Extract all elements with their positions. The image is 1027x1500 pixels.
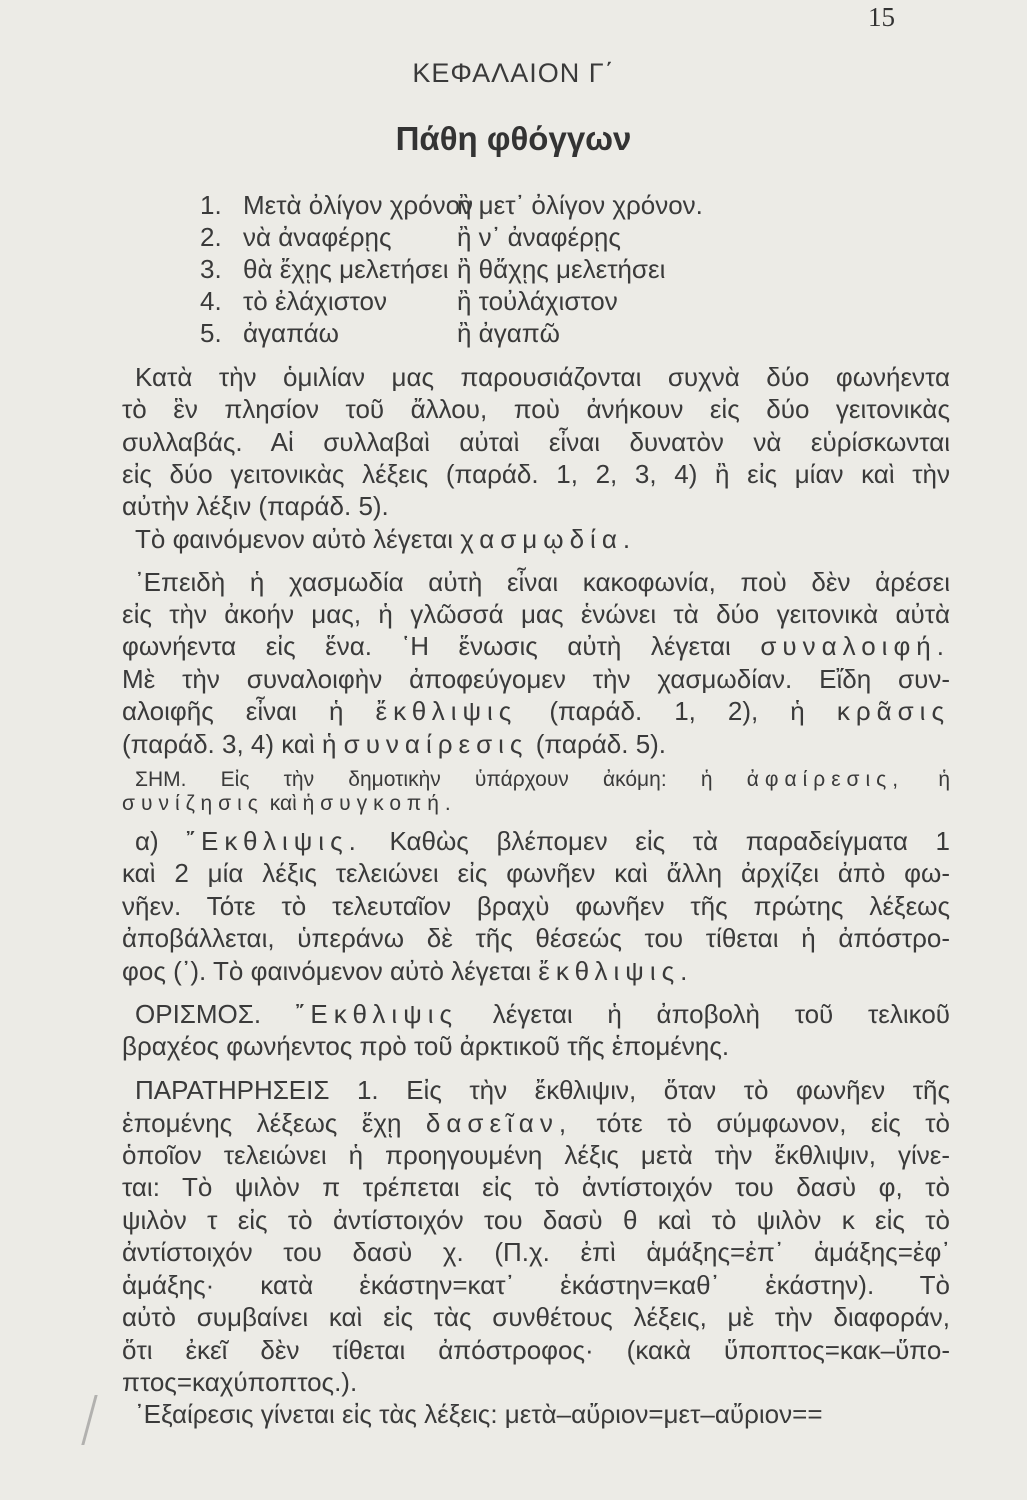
text-run: Καθὼς βλέπομεν εἰς τὰ παραδείγματα 1: [361, 826, 950, 856]
text-line: [122, 630, 950, 662]
text-line: [135, 1074, 950, 1106]
pencil-mark: [81, 1395, 127, 1445]
text-run: (παράδ. 5).: [528, 729, 667, 759]
example-number: 2.: [200, 222, 222, 252]
text-run: λέγεται ἡ ἀποβολὴ τοῦ τελικοῦ: [458, 999, 950, 1029]
text-line: [135, 825, 950, 857]
spaced-term: συναλοιφή.: [760, 631, 950, 661]
spaced-term: κρᾶσις: [836, 696, 950, 726]
text-line: [122, 458, 950, 490]
text-run: Μὲ τὴν συναλοιφὴν ἀποφεύγομεν τὴν χασμωδίαν. Εἴδη συν-: [122, 664, 950, 694]
text-run: ψιλὸν τ εἰς τὸ ἀντίστοιχόν του δασὺ θ καὶ τὸ ψιλὸν κ εἰς τὸ: [122, 1205, 950, 1235]
example-number: 5.: [200, 318, 222, 348]
text-run: φος (᾿). Τὸ φαινόμενον αὐτὸ λέγεται: [122, 956, 539, 986]
example-form: τὸ ἐλάχιστον: [243, 286, 388, 316]
text-run: αλοιφῆς εἶναι ἡ: [122, 696, 376, 726]
example-number: 4.: [200, 286, 222, 316]
text-run: ὁποῖον τελειώνει ἡ προηγουμένη λέξις μετὰ τὴν ἔκθλιψιν, γίνε-: [122, 1140, 950, 1170]
text-line: [122, 1139, 950, 1171]
text-run: ΣΗΜ. Εἰς τὴν δημοτικὴν ὑπάρχουν ἀκόμη: ἡ: [135, 768, 747, 791]
text-line: [135, 998, 950, 1030]
spaced-term: ἔκθλιψις: [375, 696, 518, 726]
text-line: [122, 393, 950, 425]
example-form: ἀγαπάω: [243, 318, 339, 348]
text-run: ἀντίστοιχόν του δασὺ χ. (Π.χ. ἐπὶ ἁμάξης=ἐπ᾿ ἁμάξης=ἐφ᾿: [122, 1237, 950, 1267]
text-run: τότε τὸ σύμφωνον, εἰς τὸ: [572, 1108, 950, 1138]
text-run: ΟΡΙΣΜΟΣ.: [135, 999, 296, 1029]
example-alternative: ἢ μετ᾿ ὀλίγον χρόνον.: [457, 190, 703, 220]
text-run: ᾿Επειδὴ ἡ χασμωδία αὐτὴ εἶναι κακοφωνία, ποὺ δὲν ἀρέσει: [135, 567, 950, 597]
text-line: [122, 857, 950, 889]
spaced-term: χασμῳδία.: [460, 524, 637, 554]
text-run: Κατὰ τὴν ὁμιλίαν μας παρουσιάζονται συχνὰ δύο φωνήεντα: [135, 362, 950, 392]
spaced-term: συναίρεσις: [343, 729, 529, 759]
example-form: θὰ ἔχῃς μελετήσει: [243, 254, 449, 284]
text-line: [122, 788, 950, 820]
text-line: [122, 695, 950, 727]
example-form: Μετὰ ὀλίγον χρόνον: [243, 190, 474, 220]
text-line: [122, 922, 950, 954]
text-run: (παράδ. 3, 4) καὶ ἡ: [122, 729, 344, 759]
text-line: [122, 1204, 950, 1236]
spaced-term: δασεῖαν,: [425, 1108, 573, 1138]
example-alternative: ἢ θἄχῃς μελετήσει: [457, 254, 666, 284]
text-run: εἰς δύο γειτονικὰς λέξεις (παράδ. 1, 2, 3, 4) ἢ εἰς μίαν καὶ τὴν: [122, 459, 950, 489]
text-run: ἡ: [904, 768, 950, 791]
text-line: [122, 890, 950, 922]
page-number: 15: [868, 2, 895, 32]
text-run: πτος=καχύποπτος.).: [122, 1367, 358, 1397]
text-line: [122, 1030, 950, 1062]
section-title: Πάθη φθόγγων: [395, 120, 632, 157]
example-alternative: ἢ ν᾿ ἀναφέρῃς: [457, 222, 621, 252]
text-line: [122, 1236, 950, 1268]
text-run: ΠΑΡΑΤΗΡΗΣΕΙΣ 1. Εἰς τὴν ἔκθλιψιν, ὅταν τὸ φωνῆεν τῆς: [135, 1075, 950, 1105]
text-run: συλλαβάς. Αἱ συλλαβαὶ αὐταὶ εἶναι δυνατὸν νὰ εὑρίσκωνται: [122, 427, 950, 457]
example-form: νὰ ἀναφέρῃς: [243, 222, 392, 252]
spaced-term: ἔκθλιψις.: [538, 956, 694, 986]
text-run: ἁμάξης· κατὰ ἑκάστην=κατ᾿ ἑκάστην=καθ᾿ ἑκάστην). Τὸ: [122, 1270, 950, 1300]
text-run: αὐτὴν λέξιν (παράδ. 5).: [122, 491, 389, 521]
text-line: [122, 728, 950, 760]
text-run: καὶ 2 μία λέξις τελειώνει εἰς φωνῆεν καὶ ἄλλη ἀρχίζει ἀπὸ φω-: [122, 858, 950, 888]
text-line: [135, 361, 950, 393]
text-line: [122, 1171, 950, 1203]
spaced-term: ῎Εκθλιψις.: [186, 826, 362, 856]
text-run: τὸ ἓν πλησίον τοῦ ἄλλου, ποὺ ἀνήκουν εἰς δύο γειτονικὰς: [122, 394, 950, 424]
text-line: [122, 1334, 950, 1366]
text-line: [122, 1366, 950, 1398]
chapter-heading: ΚΕΦΑΛΑΙΟΝ Γ΄: [412, 58, 615, 88]
text-run: νῆεν. Τότε τὸ τελευταῖον βραχὺ φωνῆεν τῆς πρώτης λέξεως: [122, 891, 950, 921]
text-line: [122, 426, 950, 458]
example-number: 1.: [200, 190, 222, 220]
example-number: 3.: [200, 254, 222, 284]
text-line: [135, 523, 950, 555]
text-line: [122, 663, 950, 695]
text-run: ἑπομένης λέξεως ἔχῃ: [122, 1108, 426, 1138]
text-line: [122, 955, 950, 987]
text-run: καὶ ἡ: [263, 792, 321, 815]
text-run: εἰς τὴν ἀκοήν μας, ἡ γλῶσσά μας ἑνώνει τὰ δύο γειτονικὰ αὐτὰ: [122, 599, 950, 629]
text-run: αὐτὸ συμβαίνει καὶ εἰς τὰς συνθέτους λέξεις, μὲ τὴν διαφοράν,: [122, 1302, 950, 1332]
spaced-term: συγκοπή.: [320, 792, 457, 815]
text-run: ὅτι ἐκεῖ δὲν τίθεται ἀπόστροφος· (κακὰ ὕποπτος=κακ–ὕπο-: [122, 1335, 950, 1365]
text-line: [122, 598, 950, 630]
text-line: [135, 1398, 950, 1430]
text-line: [135, 566, 950, 598]
text-run: Τὸ φαινόμενον αὐτὸ λέγεται: [135, 524, 461, 554]
text-line: [122, 1107, 950, 1139]
text-run: ται: Τὸ ψιλὸν π τρέπεται εἰς τὸ ἀντίστοιχόν του δασὺ φ, τὸ: [122, 1172, 950, 1202]
text-run: βραχέος φωνήεντος πρὸ τοῦ ἀρκτικοῦ τῆς ἑπομένης.: [122, 1031, 730, 1061]
spaced-term: συνίζησις: [122, 792, 264, 815]
text-line: [122, 1301, 950, 1333]
text-line: [122, 1269, 950, 1301]
text-run: ἀποβάλλεται, ὑπεράνω δὲ τῆς θέσεώς του τίθεται ἡ ἀπόστρο-: [122, 923, 950, 953]
text-run: α): [135, 826, 187, 856]
text-run: (παράδ. 1, 2), ἡ: [517, 696, 837, 726]
text-run: φωνήεντα εἰς ἕνα. ῾Η ἕνωσις αὐτὴ λέγεται: [122, 631, 761, 661]
text-run: ᾿Εξαίρεσις γίνεται εἰς τὰς λέξεις: μετὰ–αὔριον=μετ–αὔριον==: [135, 1399, 823, 1429]
spaced-term: ῎Εκθλιψις: [295, 999, 459, 1029]
example-alternative: ἢ ἀγαπῶ: [457, 318, 560, 348]
spaced-term: ἀφαίρεσις,: [746, 768, 905, 791]
example-alternative: ἢ τοὐλάχιστον: [457, 286, 618, 316]
text-line: [122, 490, 950, 522]
